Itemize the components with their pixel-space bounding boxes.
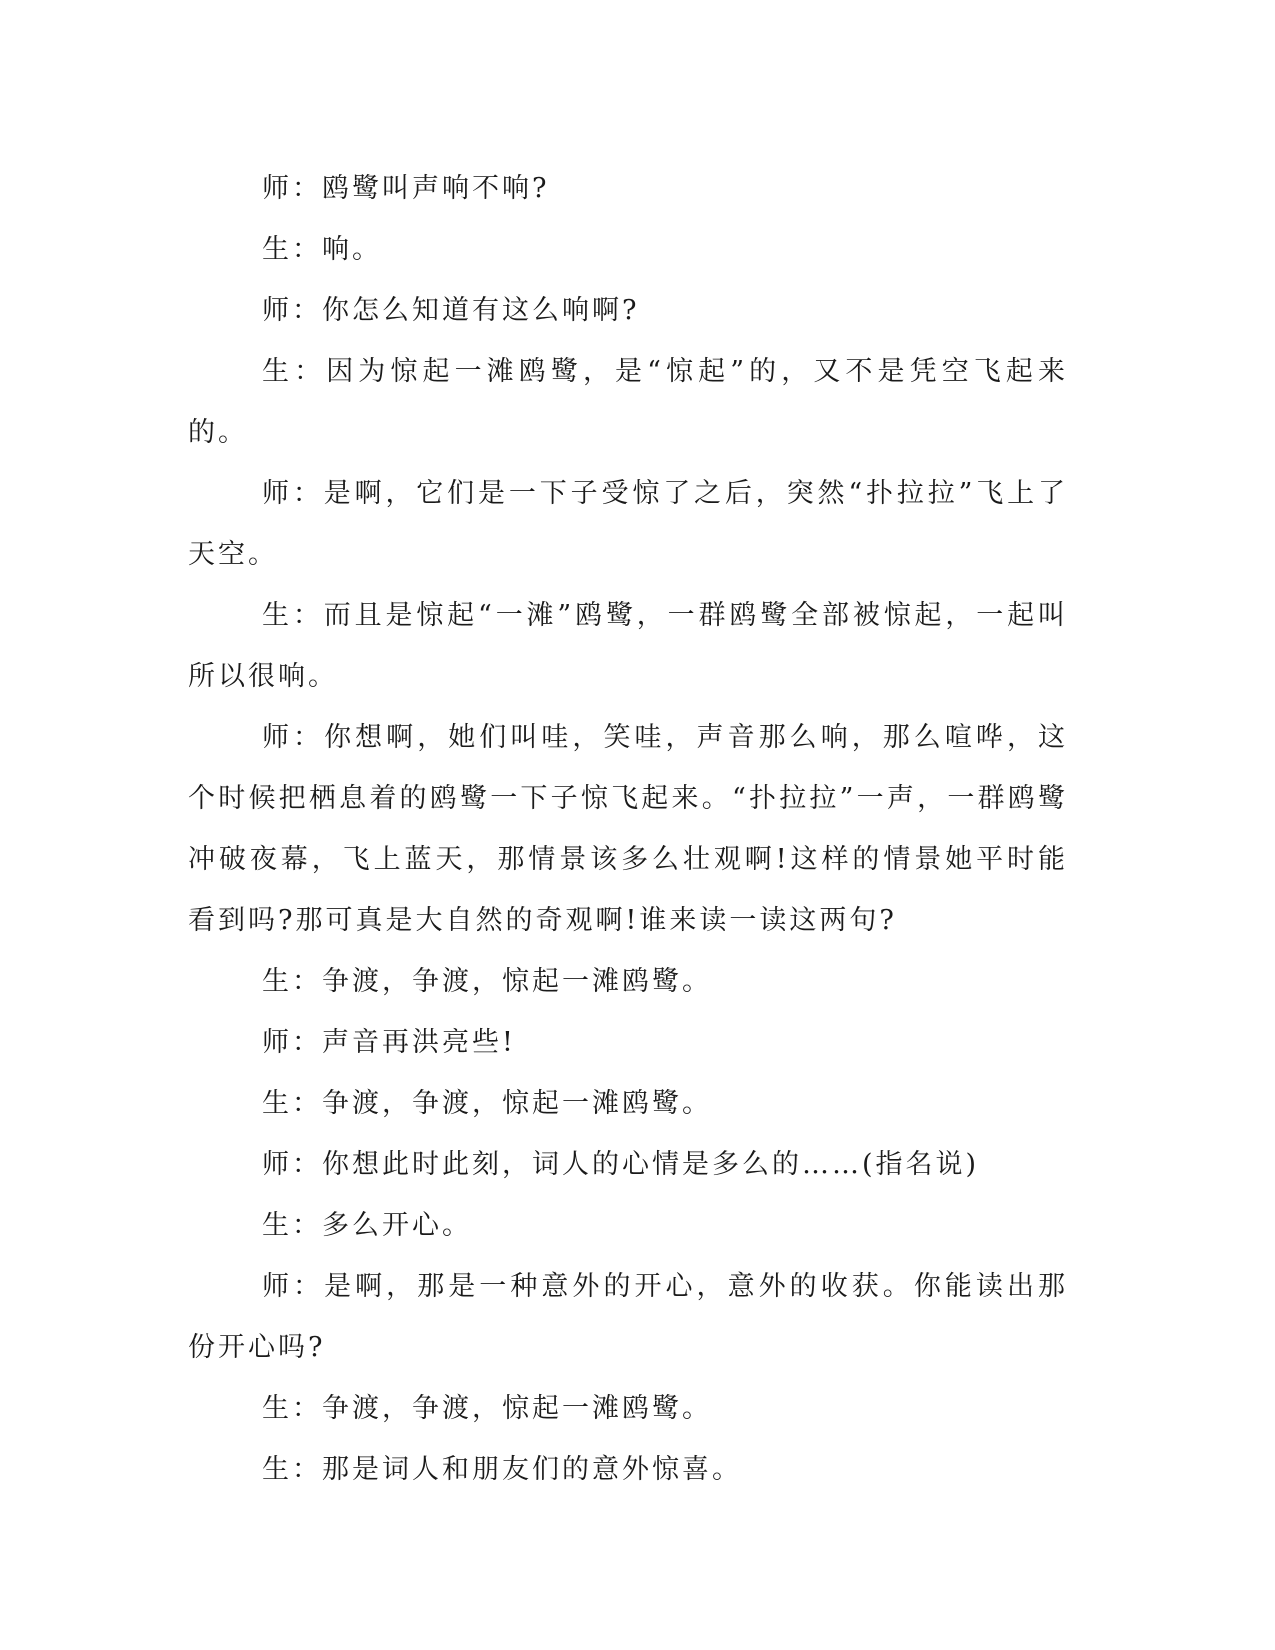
- dialogue-paragraph: 生：争渡，争渡，惊起一滩鸥鹭。: [262, 966, 712, 997]
- dialogue-paragraph: 生：争渡，争渡，惊起一滩鸥鹭。: [262, 1393, 712, 1424]
- dialogue-paragraph: 生：而且是惊起“一滩”鸥鹭，一群鸥鹭全部被惊起，一起叫所以很响。: [188, 600, 1068, 692]
- dialogue-paragraph: 师：你怎么知道有这么响啊?: [262, 295, 640, 326]
- dialogue-paragraph: 师：你想啊，她们叫哇，笑哇，声音那么响，那么喧哗，这个时候把栖息着的鸥鹭一下子惊飞起来。“扑拉拉”一声，一群鸥鹭冲破夜幕，飞上蓝天，那情景该多么壮观啊!这样的情景她平时能看到吗?那可真是大自然的奇观啊!谁来读一读这两句?: [188, 722, 1068, 936]
- dialogue-paragraph: 生：响。: [262, 234, 382, 265]
- dialogue-paragraph: 生：因为惊起一滩鸥鹭，是“惊起”的，又不是凭空飞起来的。: [188, 356, 1068, 448]
- dialogue-paragraph: 师：是啊，它们是一下子受惊了之后，突然“扑拉拉”飞上了天空。: [188, 478, 1068, 570]
- dialogue-paragraph: 师：鸥鹭叫声响不响?: [262, 173, 550, 204]
- dialogue-paragraph: 生：争渡，争渡，惊起一滩鸥鹭。: [262, 1088, 712, 1119]
- dialogue-paragraph: 生：多么开心。: [262, 1210, 472, 1241]
- dialogue-paragraph: 师：是啊，那是一种意外的开心，意外的收获。你能读出那份开心吗?: [188, 1271, 1068, 1363]
- dialogue-paragraph: 生：那是词人和朋友们的意外惊喜。: [262, 1454, 742, 1485]
- dialogue-paragraph: 师：声音再洪亮些!: [262, 1027, 516, 1058]
- document-body: [188, 158, 1068, 1500]
- dialogue-paragraph: 师：你想此时此刻，词人的心情是多么的……(指名说): [262, 1149, 980, 1180]
